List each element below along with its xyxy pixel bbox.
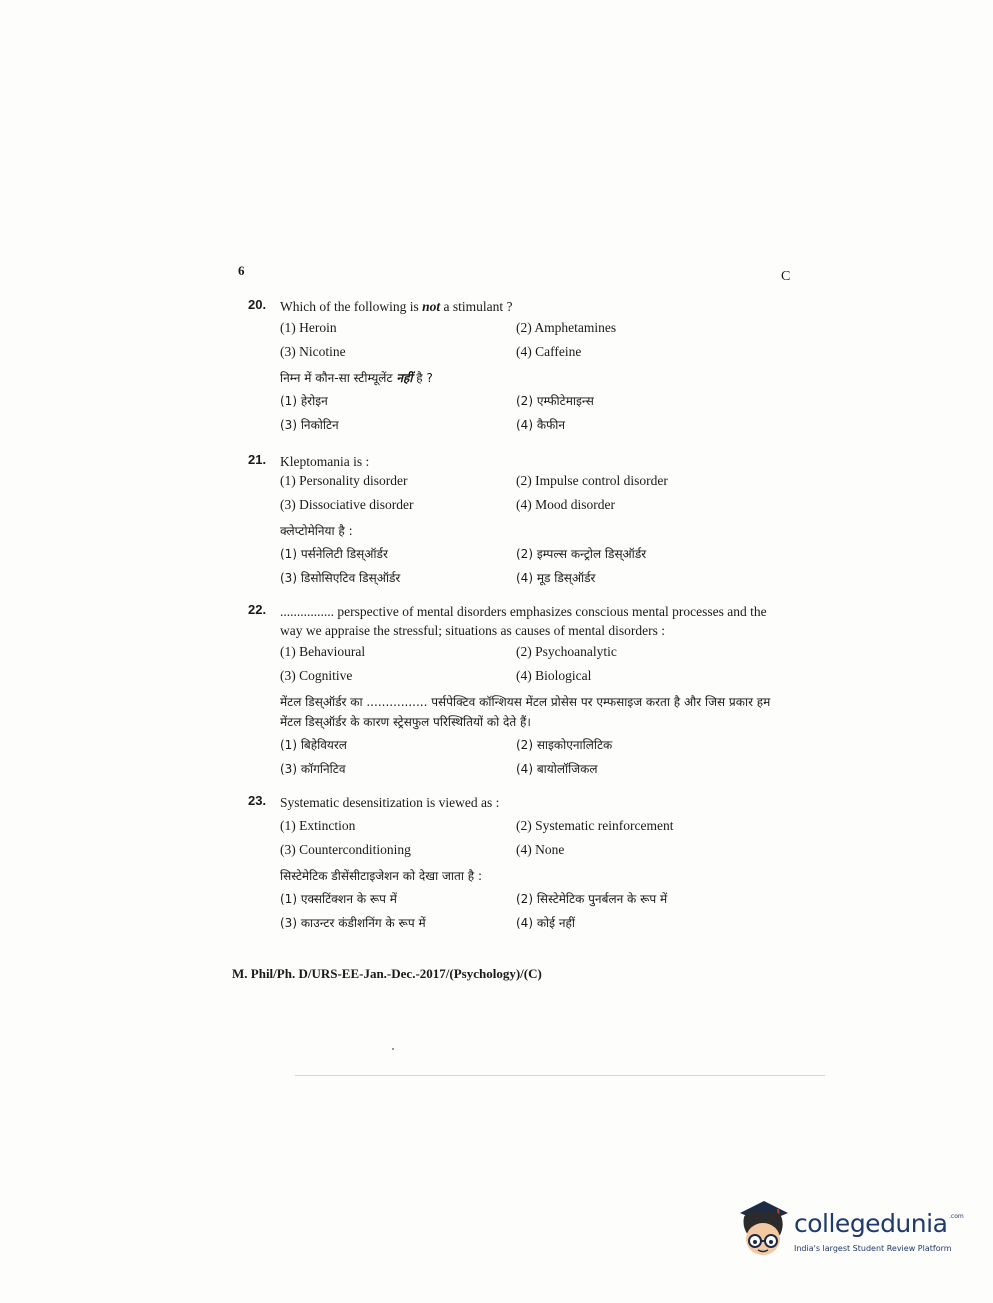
question-text: Kleptomania is : <box>280 454 370 469</box>
logo-wordmark: collegedunia <box>794 1209 948 1238</box>
option: (3) Nicotine <box>280 344 346 359</box>
hindi-option: (3) डिसोसिएटिव डिस्ऑर्डर <box>280 571 401 585</box>
hindi-options-row <box>280 890 788 914</box>
question-text: Systematic desensitization is viewed as : <box>280 795 500 810</box>
hindi-options-row <box>280 545 788 569</box>
option: (2) Systematic reinforcement <box>516 818 674 833</box>
question-21 <box>248 452 788 593</box>
option: (1) Behavioural <box>280 644 366 659</box>
question-number: 21. <box>248 452 267 467</box>
hindi-option: (2) साइकोएनालिटिक <box>516 738 613 752</box>
question-22 <box>248 602 788 784</box>
hindi-option: (1) हेरोइन <box>280 394 328 408</box>
question-text: ................ perspective of mental disorders emphasizes conscious mental processes and the way we appraise the stressful; situations as causes of mental disorders : <box>280 604 767 638</box>
hindi-option: (4) मूड डिस्ऑर्डर <box>516 571 596 585</box>
hindi-option: (1) पर्सनेलिटी डिस्ऑर्डर <box>280 547 388 561</box>
scan-speck <box>392 1048 394 1050</box>
option: (4) Mood disorder <box>516 497 615 512</box>
hindi-option: (4) कैफीन <box>516 418 566 432</box>
option: (1) Heroin <box>280 320 337 335</box>
options-row <box>280 320 788 344</box>
option: (3) Cognitive <box>280 668 353 683</box>
option: (4) Biological <box>516 668 592 683</box>
hindi-options-row <box>280 416 788 440</box>
page-number: 6 <box>238 263 245 278</box>
hindi-options-row <box>280 736 788 760</box>
option: (2) Psychoanalytic <box>516 644 617 659</box>
option: (2) Amphetamines <box>516 320 617 335</box>
options-row <box>280 344 788 368</box>
question-23 <box>248 793 788 938</box>
hindi-option: (4) बायोलॉजिकल <box>516 762 598 776</box>
question-number: 23. <box>248 793 267 808</box>
options-row <box>280 818 788 842</box>
student-mascot-icon <box>734 1195 792 1265</box>
hindi-question-text: निम्न में कौन-सा स्टीम्यूलेंट नहीं है ? <box>280 371 433 385</box>
hindi-option: (2) इम्पल्स कन्ट्रोल डिस्ऑर्डर <box>516 547 647 561</box>
hindi-options-row <box>280 392 788 416</box>
logo-tagline: India's largest Student Review Platform <box>794 1244 952 1253</box>
options-row <box>280 842 788 866</box>
hindi-options-row <box>280 760 788 784</box>
hindi-options-row <box>280 914 788 938</box>
option: (4) Caffeine <box>516 344 582 359</box>
hindi-question-text: मेंटल डिस्ऑर्डर का ................ पर्सपेक्टिव कॉन्शियस मेंटल प्रोसेस पर एम्फसाइज करता है और जिस प्रकार हम मेंटल डिस्ऑर्डर के कारण स्ट्रेसफुल परिस्थितियों को देते हैं। <box>280 695 771 729</box>
question-number: 20. <box>248 297 267 312</box>
logo-suffix: .com <box>949 1213 964 1220</box>
question-20 <box>248 297 788 440</box>
hindi-option: (4) कोई नहीं <box>516 916 575 930</box>
hindi-option: (2) एम्फीटेमाइन्स <box>516 394 594 408</box>
scan-rule-line <box>295 1075 825 1076</box>
options-row <box>280 473 788 497</box>
option: (1) Personality disorder <box>280 473 408 488</box>
hindi-question-text: क्लेप्टोमेनिया है : <box>280 524 353 538</box>
question-text: Which of the following is not a stimulant ? <box>280 299 513 314</box>
options-row <box>280 497 788 521</box>
option: (3) Counterconditioning <box>280 842 411 857</box>
question-number: 22. <box>248 602 267 617</box>
option: (3) Dissociative disorder <box>280 497 414 512</box>
options-row <box>280 644 788 668</box>
options-row <box>280 668 788 692</box>
hindi-question-text: सिस्टेमेटिक डीसेंसीटाइजेशन को देखा जाता है : <box>280 869 482 883</box>
hindi-option: (3) कॉगनिटिव <box>280 762 346 776</box>
option: (2) Impulse control disorder <box>516 473 668 488</box>
hindi-option: (3) काउन्टर कंडीशनिंग के रूप में <box>280 916 426 930</box>
option: (4) None <box>516 842 565 857</box>
option: (1) Extinction <box>280 818 356 833</box>
hindi-option: (1) एक्सटिंक्शन के रूप में <box>280 892 397 906</box>
hindi-option: (3) निकोटिन <box>280 418 339 432</box>
set-code: C <box>781 269 791 284</box>
paper-code-footer: M. Phil/Ph. D/URS-EE-Jan.-Dec.-2017/(Psychology)/(C) <box>232 966 542 981</box>
hindi-option: (2) सिस्टेमेटिक पुनर्बलन के रूप में <box>516 892 668 906</box>
collegedunia-logo <box>734 1195 964 1265</box>
hindi-options-row <box>280 569 788 593</box>
hindi-option: (1) बिहेवियरल <box>280 738 347 752</box>
